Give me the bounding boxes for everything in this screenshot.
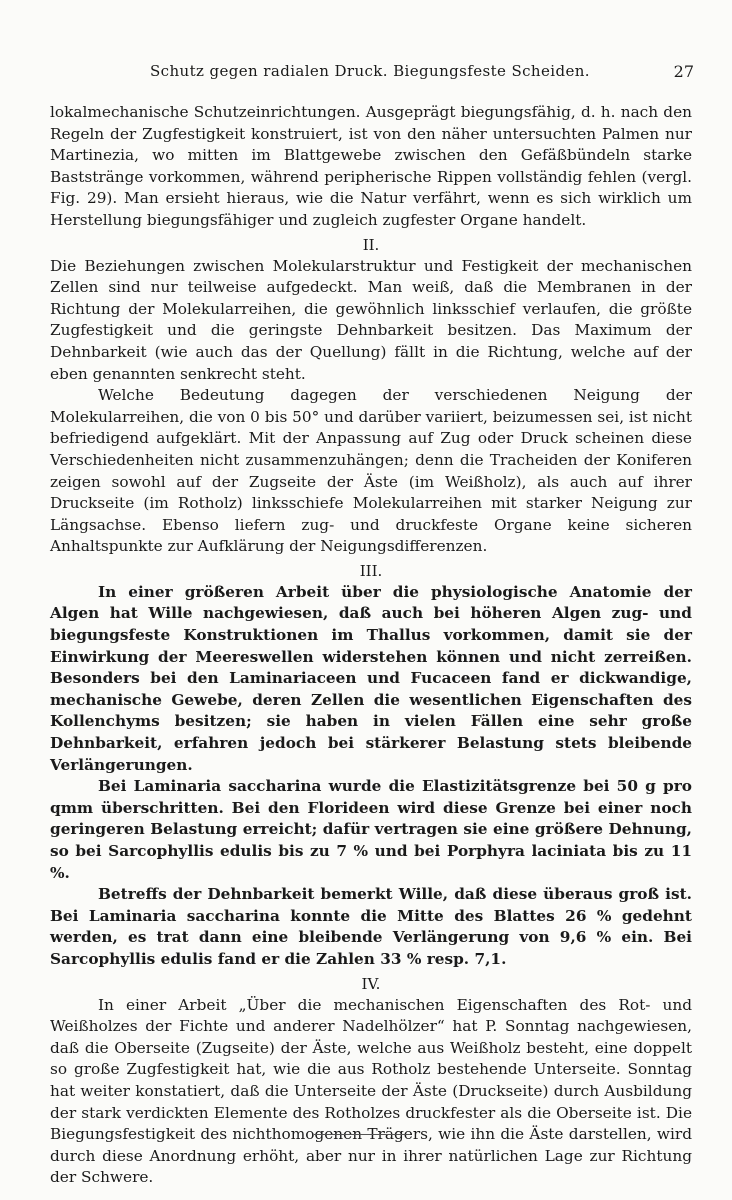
paragraph: In einer größeren Arbeit über die physiologische Anatomie der Algen hat Wille nachgewiesen, daß auch bei höheren Algen zug- und biegungsfeste Konstruktionen im Thallus vorkommen, damit sie der Einwirkung der Meereswellen widerstehen können und nicht zerreißen. Besonders bei den Laminariaceen und Fucaceen fand er dickwandige, mechanische Gewebe, deren Zellen die wesentlichen Eigenschaften des Kollenchyms besitzen; sie haben in vielen Fällen eine sehr große Dehnbarkeit, erfahren jedoch bei stärkerer Belastung stets bleibende Verlängerungen.: [50, 582, 692, 774]
page-body: [50, 102, 692, 1189]
closing-rule: [314, 1134, 406, 1135]
paragraph: Die Beziehungen zwischen Molekularstruktur und Festigkeit der mechanischen Zellen sind nur teilweise aufgedeckt. Man weiß, daß die Membranen in der Richtung der Molekularreihen, die gewöhnlich linksschief verlaufen, die größte Zugfestigkeit und die geringste Dehnbarkeit besitzen. Das Maximum der Dehnbarkeit (wie auch das der Quellung) fällt in die Richtung, welche auf der eben genannten senkrecht steht.: [50, 256, 692, 383]
section-heading: IV.: [361, 974, 381, 993]
paragraph: Bei Laminaria saccharina wurde die Elastizitätsgrenze bei 50 g pro qmm überschritten. Bei den Florideen wird diese Grenze bei einer noch geringeren Belastung erreicht; dafür vertragen sie eine größere Dehnung, so bei Sarcophyllis edulis bis zu 7 % und bei Porphyra laciniata bis zu 11 %.: [50, 777, 692, 882]
section-heading: III.: [359, 561, 383, 580]
running-title: Schutz gegen radialen Druck. Biegungsfeste Scheiden.: [150, 62, 590, 80]
page-header: [50, 62, 694, 86]
paragraph: Betreffs der Dehnbarkeit bemerkt Wille, daß diese überaus groß ist. Bei Laminaria saccharina konnte die Mitte des Blattes 26 % gedehnt werden, es trat dann eine bleibende Verlängerung von 9,6 % ein. Bei Sarcophyllis edulis fand er die Zahlen 33 % resp. 7,1.: [50, 885, 692, 968]
paragraph: lokalmechanische Schutzeinrichtungen. Ausgeprägt biegungsfähig, d. h. nach den Regeln der Zugfestigkeit konstruiert, ist von den näher untersuchten Palmen nur Martinezia, wo mitten im Blattgewebe zwischen den Gefäßbündeln starke Baststränge vorkommen, während peripherische Rippen vollständig fehlen (vergl. Fig. 29). Man ersieht hieraus, wie die Natur verfährt, wenn es sich wirklich um Herstellung biegungsfähiger und zugleich zugfester Organe handelt.: [50, 103, 692, 229]
paragraph: In einer Arbeit „Über die mechanischen Eigenschaften des Rot- und Weißholzes der Fichte und anderer Nadelhölzer“ hat P. Sonntag nachgewiesen, daß die Oberseite (Zugseite) der Äste, welche aus Weißholz besteht, eine doppelt so große Zugfestigkeit hat, wie die aus Rotholz bestehende Unterseite. Sonntag hat weiter konstatiert, daß die Unterseite der Äste (Druckseite) durch Ausbildung der stark verdickten Elemente des Rotholzes druckfester als die Oberseite ist. Die Biegungsfestigkeit des nichthomogenen Trägers, wie ihn die Äste darstellen, wird durch diese Anordnung erhöht, aber nur in ihrer natürlichen Lage zur Richtung der Schwere.: [50, 995, 692, 1187]
page-number: 27: [673, 62, 694, 81]
section-heading: II.: [362, 235, 380, 254]
paragraph: Welche Bedeutung dagegen der verschiedenen Neigung der Molekularreihen, die von 0 bis 50° und darüber variiert, beizumessen sei, ist nicht befriedigend aufgeklärt. Mit der Anpassung auf Zug oder Druck scheinen diese Verschiedenheiten nicht zusammenzuhängen; denn die Tracheiden der Koniferen zeigen sowohl auf der Zugseite der Äste (im Weißholz), als auch auf ihrer Druckseite (im Rotholz) linksschiefe Molekularreihen mit starker Neigung zur Längsachse. Ebenso liefern zug- und druckfeste Organe keine sicheren Anhaltspunkte zur Aufklärung der Neigungsdifferenzen.: [50, 386, 692, 556]
